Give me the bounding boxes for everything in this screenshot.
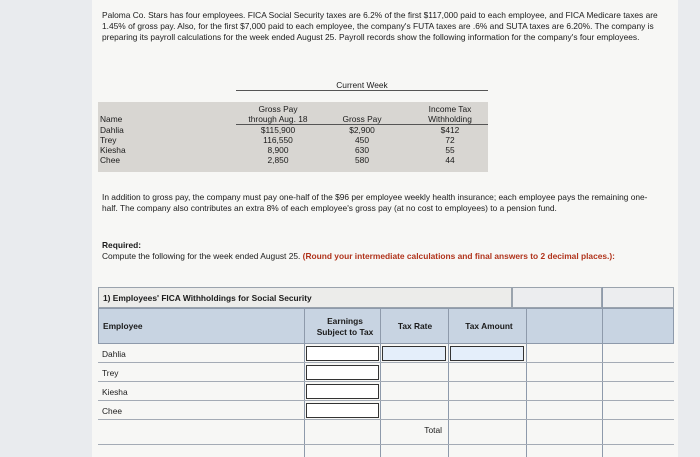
employee-name: Chee [102,406,123,416]
table-row [98,363,674,382]
earnings-input[interactable] [306,346,379,361]
table-row [98,382,674,401]
row-gross-thru: 2,850 [267,155,289,165]
tax-amount-input[interactable] [450,346,524,361]
row-gross-thru: $115,900 [260,125,296,135]
title-blank-cell [512,287,602,308]
employee-name: Trey [102,368,119,378]
benefits-paragraph: In addition to gross pay, the company must pay one-half of the $96 per employee weekly health insurance; each employee pays the remaining one-half. The company also contributes an extra 8% of each employee's gross pay (at no cost to employees) to a pension fund. [102,192,648,213]
problem-intro: Paloma Co. Stars has four employees. FICA Social Security taxes are 6.2% of the first $117,000 paid to each employee, and FICA Medicare taxes are 1.45% of gross pay. Also, for the first $7,000 paid to each employee, the company's FUTA taxes are .6% and SUTA taxes are 6.20%. The company is preparing its payroll calculations for the week ended August 25. Payroll records show the following information for the company's four employees. [102,10,658,42]
row-name: Trey [100,135,117,145]
header-gross-thru-1: Gross Pay [258,104,298,114]
grid-title: 1) Employees' FICA Withholdings for Social Security [98,287,512,308]
row-gross-pay: 630 [355,145,369,155]
header-gross-thru-2: through Aug. 18 [248,114,308,124]
total-label: Total [424,425,442,435]
earnings-input[interactable] [306,384,379,399]
header-income-tax-2: Withholding [428,114,472,124]
row-gross-thru: 8,900 [267,145,289,155]
heading-divider [236,90,488,91]
grid-header-row [98,308,674,344]
row-income-tax: 55 [445,145,455,155]
col-tax-rate: Tax Rate [397,321,433,331]
header-gross-pay: Gross Pay [342,114,382,124]
row-name: Chee [100,155,121,165]
earnings-input[interactable] [306,365,379,380]
employee-name: Dahlia [102,349,126,359]
total-label-cell [381,420,448,444]
total-row [98,420,674,445]
row-gross-pay: $2,900 [349,125,375,135]
col-earnings-2: Subject to Tax [316,327,374,337]
title-blank-cell [602,287,674,308]
row-gross-thru: 116,550 [263,135,293,145]
earnings-input[interactable] [306,403,379,418]
required-text: Compute the following for the week ended August 25. [102,251,303,261]
row-income-tax: 44 [445,155,455,165]
current-week-heading: Current Week [336,80,388,90]
row-gross-pay: 450 [355,135,369,145]
tax-rate-input[interactable] [382,346,446,361]
fica-withholdings-grid [98,287,674,457]
table-row [98,344,674,363]
payroll-records-table [98,80,488,180]
row-name: Dahlia [100,125,124,135]
required-section [102,240,662,262]
row-income-tax: $412 [440,125,460,135]
table-row [98,401,674,420]
col-employee: Employee [103,321,143,331]
col-earnings-1: Earnings [327,316,363,326]
header-name: Name [100,114,123,124]
row-gross-pay: 580 [355,155,369,165]
rounding-instruction: (Round your intermediate calculations and final answers to 2 decimal places.): [302,251,615,261]
col-tax-amount: Tax Amount [465,321,513,331]
header-income-tax-1: Income Tax [428,104,472,114]
employee-name: Kiesha [102,387,128,397]
problem-page [92,0,678,457]
row-income-tax: 72 [445,135,455,145]
row-name: Kiesha [100,145,126,155]
required-label: Required: [102,240,142,250]
